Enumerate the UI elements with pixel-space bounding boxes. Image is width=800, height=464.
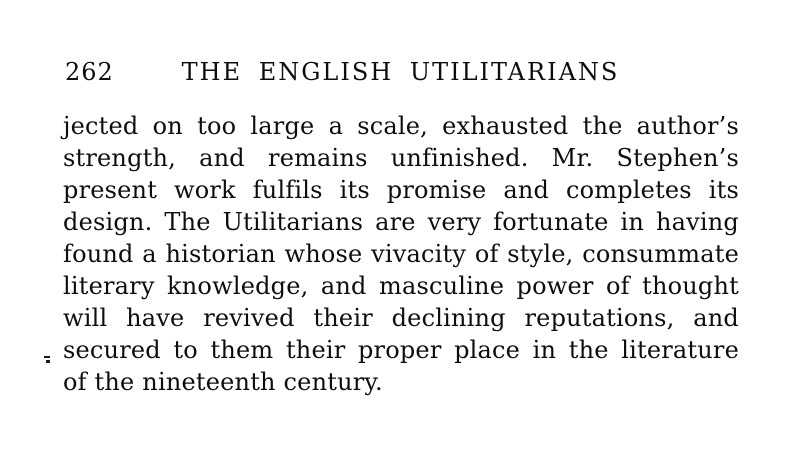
ink-speck-mark — [46, 360, 50, 363]
ink-speck-mark — [44, 356, 50, 358]
running-title: THE ENGLISH UTILITARIANS — [181, 58, 620, 86]
text-line: design. The Utilitarians are very fortunate in having — [63, 208, 739, 236]
text-line: of the nineteenth century. — [63, 368, 383, 396]
text-line: present work fulfils its promise and completes its — [63, 176, 739, 204]
page-number: 262 — [65, 58, 114, 86]
text-line: literary knowledge, and masculine power of thought — [63, 272, 739, 300]
ink-speck-artifact — [44, 356, 51, 365]
running-header — [63, 56, 738, 88]
text-line: secured to them their proper place in the literature — [63, 336, 739, 364]
text-line: found a historian whose vivacity of style, consummate — [63, 240, 739, 268]
paragraph-block — [63, 110, 739, 398]
text-line: strength, and remains unfinished. Mr. Stephen’s — [63, 144, 739, 172]
text-line: jected on too large a scale, exhausted the author’s — [63, 112, 739, 140]
text-line: will have revived their declining reputations, and — [63, 304, 739, 332]
